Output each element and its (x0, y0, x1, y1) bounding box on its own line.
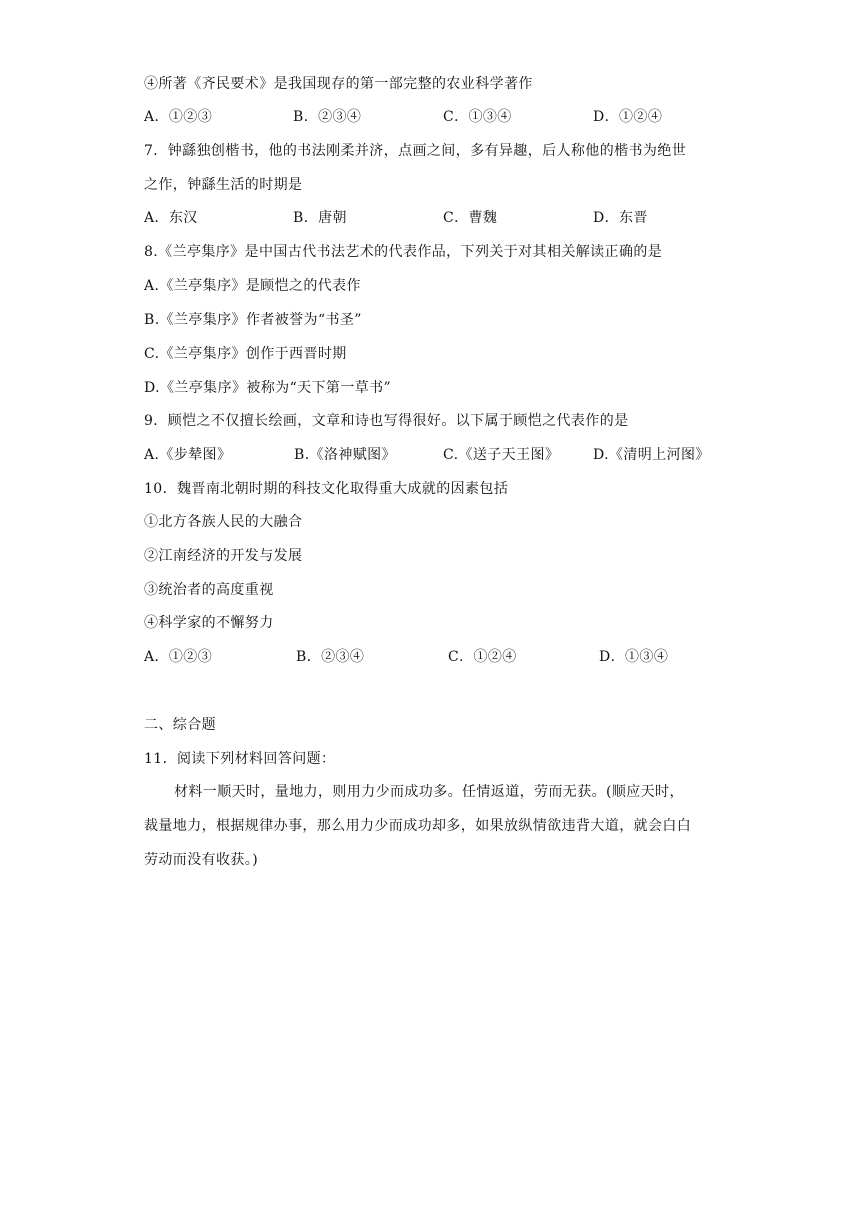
question-10-stem: 10．魏晋南北朝时期的科技文化取得重大成就的因素包括 (144, 481, 509, 497)
question-10-item-1: ①北方各族人民的大融合 (144, 514, 303, 530)
question-10-item-2: ②江南经济的开发与发展 (144, 548, 303, 564)
question-11-stem: 11．阅读下列材料回答问题： (144, 751, 336, 767)
material-paragraph-line: 材料一顺天时，量地力，则用力少而成功多。任情返道，劳而无获。(顺应天时， (174, 784, 684, 800)
option-a: A．①②③ (144, 649, 213, 665)
option-d: D．①②④ (593, 109, 663, 125)
question-7-stem: 7．钟繇独创楷书，他的书法刚柔并济，点画之间，多有异趣，后人称他的楷书为绝世 (144, 143, 687, 159)
option-a: A.《步辇图》 (144, 447, 232, 463)
option-b: B．②③④ (293, 109, 362, 125)
material-paragraph-line: 劳动而没有收获。) (144, 852, 259, 868)
question-7-stem-continued: 之作，钟繇生活的时期是 (144, 177, 303, 193)
question-8-stem: 8.《兰亭集序》是中国古代书法艺术的代表作品，下列关于对其相关解读正确的是 (144, 244, 663, 260)
option-b: B.《兰亭集序》作者被誉为“书圣” (144, 312, 362, 328)
question-9-stem: 9．顾恺之不仅擅长绘画，文章和诗也写得很好。以下属于顾恺之代表作的是 (144, 413, 629, 429)
option-d: D．东晋 (593, 210, 648, 226)
option-b: B．②③④ (296, 649, 365, 665)
material-paragraph-line: 裁量地力，根据规律办事，那么用力少而成功却多，如果放纵情欲违背大道，就会白白 (144, 818, 692, 834)
option-d: D.《清明上河图》 (593, 447, 710, 463)
option-a: A．东汉 (144, 210, 198, 226)
question-10-item-3: ③统治者的高度重视 (144, 582, 274, 598)
question-10-item-4: ④科学家的不懈努力 (144, 615, 274, 631)
option-c: C.《兰亭集序》创作于西晋时期 (144, 346, 347, 362)
option-b: B．唐朝 (293, 210, 347, 226)
section-title: 二、综合题 (144, 717, 216, 733)
option-c: C．①②④ (448, 649, 517, 665)
option-a: A．①②③ (144, 109, 213, 125)
question-6-item-4: ④所著《齐民要术》是我国现存的第一部完整的农业科学著作 (144, 76, 533, 92)
option-c: C．曹魏 (443, 210, 498, 226)
option-d: D．①③④ (599, 649, 669, 665)
option-d: D.《兰亭集序》被称为“天下第一草书” (144, 380, 392, 396)
option-c: C.《送子天王图》 (443, 447, 560, 463)
option-c: C．①③④ (443, 109, 512, 125)
option-b: B.《洛神赋图》 (294, 447, 396, 463)
option-a: A.《兰亭集序》是顾恺之的代表作 (144, 278, 361, 294)
